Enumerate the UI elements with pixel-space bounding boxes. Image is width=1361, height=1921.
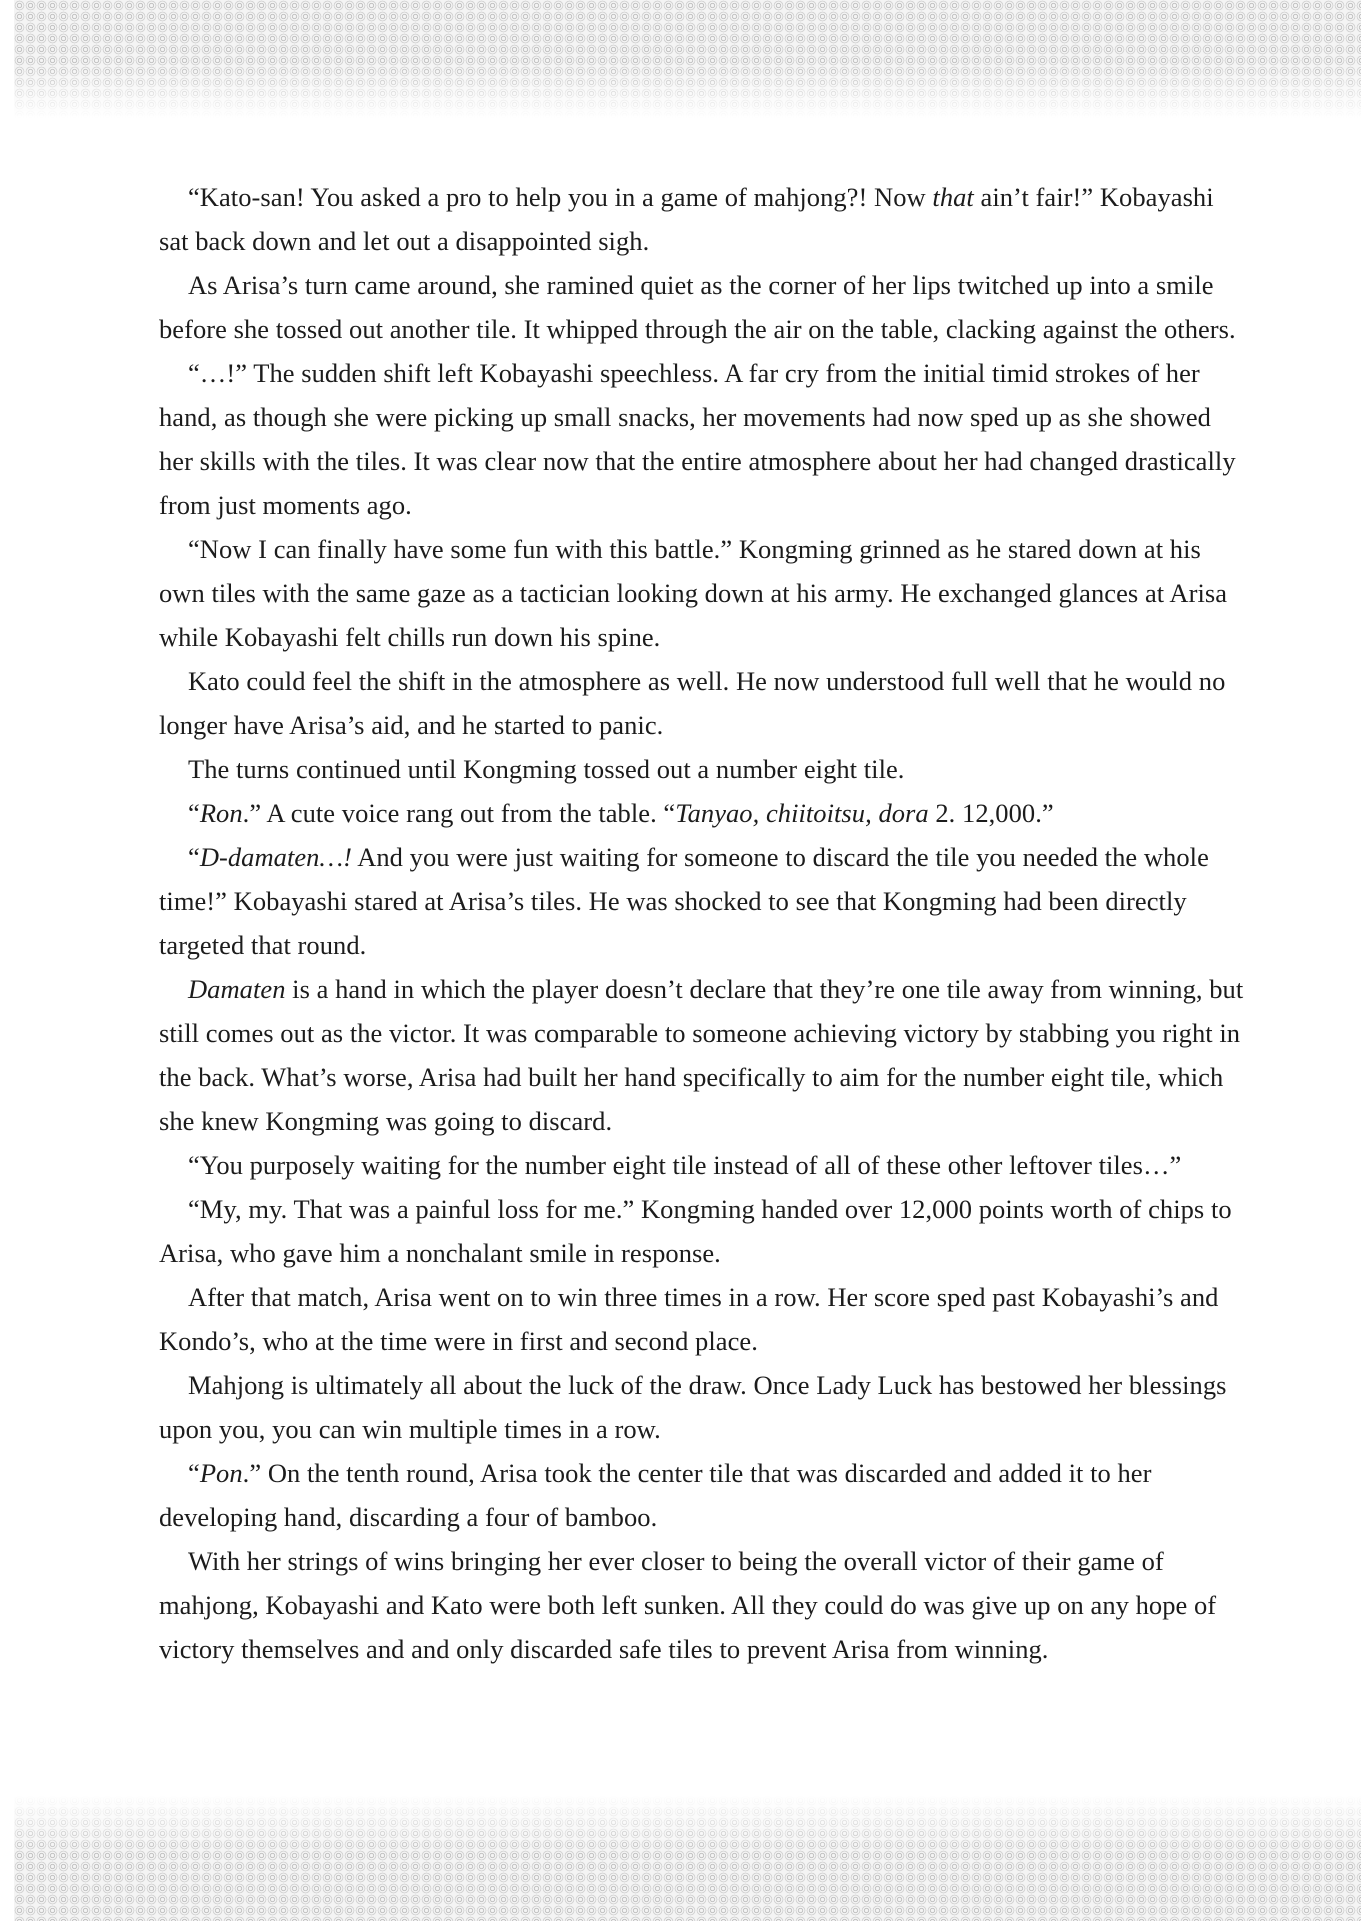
text-run: As Arisa’s turn came around, she ramined quiet as the corner of her lips twitched up into a smile before she tossed out another tile. It whipped through the air on the table, clacking against the others. [159, 270, 1236, 344]
paragraph [159, 1187, 1244, 1275]
text-run: And you were just waiting for someone to discard the tile you needed the whole time!” Kobayashi stared at Arisa’s tiles. He was shocked to see that Kongming had been directly targeted that round. [159, 842, 1209, 960]
text-run: Mahjong is ultimately all about the luck of the draw. Once Lady Luck has bestowed her blessings upon you, you can win multiple times in a row. [159, 1370, 1227, 1444]
text-run: “My, my. That was a painful loss for me.” Kongming handed over 12,000 points worth of chips to Arisa, who gave him a nonchalant smile in response. [159, 1194, 1232, 1268]
text-run: The turns continued until Kongming tossed out a number eight tile. [188, 754, 905, 784]
text-run: “ [188, 1458, 200, 1488]
text-run: .” On the tenth round, Arisa took the center tile that was discarded and added it to her developing hand, discarding a four of bamboo. [159, 1458, 1152, 1532]
text-run: 2. 12,000.” [928, 798, 1054, 828]
paragraph [159, 967, 1244, 1143]
text-run: “Now I can finally have some fun with this battle.” Kongming grinned as he stared down at his own tiles with the same gaze as a tactician looking down at his army. He exchanged glances at Arisa while Kobayashi felt chills run down his spine. [159, 534, 1228, 652]
italic-text-run: Damaten [188, 974, 286, 1004]
text-run: ain’t fair!” Kobayashi sat back down and let out a disappointed sigh. [159, 182, 1214, 256]
paragraph [159, 1363, 1244, 1451]
text-run: Kato could feel the shift in the atmosphere as well. He now understood full well that he would no longer have Arisa’s aid, and he started to panic. [159, 666, 1226, 740]
page-body [159, 175, 1244, 1671]
italic-text-run: Tanyao, chiitoitsu, dora [675, 798, 929, 828]
text-run: “Kato-san! You asked a pro to help you in a game of mahjong?! Now [188, 182, 933, 212]
text-run: “…!” The sudden shift left Kobayashi speechless. A far cry from the initial timid strokes of her hand, as though she were picking up small snacks, her movements had now sped up as she showed her skills with the tiles. It was clear now that the entire atmosphere about her had changed drastically from just moments ago. [159, 358, 1236, 520]
paragraph [159, 1539, 1244, 1671]
paragraph [159, 263, 1244, 351]
text-run: is a hand in which the player doesn’t declare that they’re one tile away from winning, but still comes out as the victor. It was comparable to someone achieving victory by stabbing you right in the back. What’s worse, Arisa had built her hand specifically to aim for the number eight tile, which she knew Kongming was going to discard. [159, 974, 1244, 1136]
paragraph [159, 791, 1244, 835]
text-run: With her strings of wins bringing her ever closer to being the overall victor of their game of mahjong, Kobayashi and Kato were both left sunken. All they could do was give up on any hope of victory themselves and and only discarded safe tiles to prevent Arisa from winning. [159, 1546, 1217, 1664]
paragraph [159, 835, 1244, 967]
paragraph [159, 527, 1244, 659]
paragraph [159, 1451, 1244, 1539]
text-run: “ [188, 798, 200, 828]
paragraph [159, 747, 1244, 791]
paragraph [159, 351, 1244, 527]
paragraph [159, 659, 1244, 747]
paragraph [159, 1275, 1244, 1363]
paragraph [159, 1143, 1244, 1187]
decorative-pattern-band-top [14, 0, 1361, 118]
decorative-pattern-band-bottom [14, 1795, 1361, 1921]
text-run: “ [188, 842, 200, 872]
italic-text-run: Ron [199, 798, 243, 828]
text-run: .” A cute voice rang out from the table. “ [242, 798, 676, 828]
text-run: “You purposely waiting for the number eight tile instead of all of these other leftover tiles…” [188, 1150, 1182, 1180]
italic-text-run: D-damaten…! [199, 842, 352, 872]
italic-text-run: that [932, 182, 974, 212]
paragraph [159, 175, 1244, 263]
italic-text-run: Pon [199, 1458, 243, 1488]
text-run: After that match, Arisa went on to win three times in a row. Her score sped past Kobayashi’s and Kondo’s, who at the time were in first and second place. [159, 1282, 1219, 1356]
